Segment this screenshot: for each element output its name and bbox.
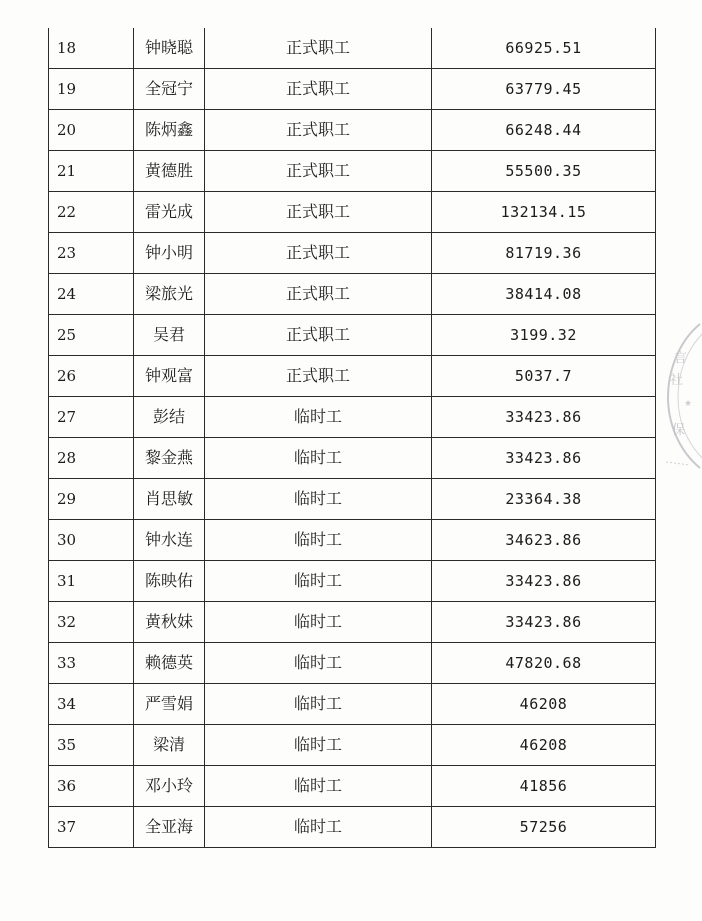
amount-cell: 33423.86 xyxy=(432,602,656,643)
row-number-cell: 35 xyxy=(49,725,134,766)
employee-type-cell: 正式职工 xyxy=(205,69,432,110)
row-number-cell: 34 xyxy=(49,684,134,725)
table-row xyxy=(49,69,656,110)
table-row xyxy=(49,110,656,151)
amount-cell: 33423.86 xyxy=(432,397,656,438)
employee-name-cell: 赖德英 xyxy=(134,643,205,684)
employee-type-cell: 正式职工 xyxy=(205,274,432,315)
table-row xyxy=(49,643,656,684)
amount-cell: 66248.44 xyxy=(432,110,656,151)
table-row xyxy=(49,520,656,561)
employee-type-cell: 临时工 xyxy=(205,479,432,520)
employee-type-cell: 临时工 xyxy=(205,397,432,438)
employee-type-cell: 正式职工 xyxy=(205,315,432,356)
employee-type-cell: 正式职工 xyxy=(205,233,432,274)
amount-cell: 55500.35 xyxy=(432,151,656,192)
amount-cell: 66925.51 xyxy=(432,28,656,69)
row-number-cell: 29 xyxy=(49,479,134,520)
employee-name-cell: 梁旅光 xyxy=(134,274,205,315)
employee-type-cell: 临时工 xyxy=(205,766,432,807)
employee-name-cell: 钟水连 xyxy=(134,520,205,561)
employee-type-cell: 临时工 xyxy=(205,643,432,684)
table-row xyxy=(49,274,656,315)
employee-name-cell: 彭结 xyxy=(134,397,205,438)
employee-name-cell: 全冠宁 xyxy=(134,69,205,110)
employee-type-cell: 临时工 xyxy=(205,438,432,479)
amount-cell: 46208 xyxy=(432,684,656,725)
table-row xyxy=(49,315,656,356)
employee-type-cell: 正式职工 xyxy=(205,110,432,151)
row-number-cell: 18 xyxy=(49,28,134,69)
employee-name-cell: 钟观富 xyxy=(134,356,205,397)
employee-name-cell: 肖思敏 xyxy=(134,479,205,520)
svg-text:★: ★ xyxy=(684,399,693,409)
employee-name-cell: 严雪娟 xyxy=(134,684,205,725)
amount-cell: 34623.86 xyxy=(432,520,656,561)
row-number-cell: 22 xyxy=(49,192,134,233)
employee-name-cell: 陈炳鑫 xyxy=(134,110,205,151)
table-row xyxy=(49,397,656,438)
row-number-cell: 32 xyxy=(49,602,134,643)
row-number-cell: 31 xyxy=(49,561,134,602)
row-number-cell: 27 xyxy=(49,397,134,438)
table-row xyxy=(49,561,656,602)
row-number-cell: 19 xyxy=(49,69,134,110)
svg-text:社: 社 xyxy=(670,373,684,388)
row-number-cell: 30 xyxy=(49,520,134,561)
table-row xyxy=(49,602,656,643)
employee-payment-table xyxy=(48,28,656,848)
table-row xyxy=(49,192,656,233)
employee-name-cell: 黄德胜 xyxy=(134,151,205,192)
table-row xyxy=(49,438,656,479)
amount-cell: 23364.38 xyxy=(432,479,656,520)
amount-cell: 38414.08 xyxy=(432,274,656,315)
row-number-cell: 25 xyxy=(49,315,134,356)
employee-name-cell: 全亚海 xyxy=(134,807,205,848)
row-number-cell: 24 xyxy=(49,274,134,315)
employee-type-cell: 正式职工 xyxy=(205,28,432,69)
amount-cell: 47820.68 xyxy=(432,643,656,684)
employee-name-cell: 陈映佑 xyxy=(134,561,205,602)
svg-text:保: 保 xyxy=(672,423,686,438)
employee-name-cell: 邓小玲 xyxy=(134,766,205,807)
amount-cell: 57256 xyxy=(432,807,656,848)
amount-cell: 46208 xyxy=(432,725,656,766)
row-number-cell: 20 xyxy=(49,110,134,151)
employee-name-cell: 钟晓聪 xyxy=(134,28,205,69)
employee-type-cell: 临时工 xyxy=(205,602,432,643)
employee-name-cell: 黎金燕 xyxy=(134,438,205,479)
employee-name-cell: 吴君 xyxy=(134,315,205,356)
employee-type-cell: 正式职工 xyxy=(205,151,432,192)
row-number-cell: 37 xyxy=(49,807,134,848)
amount-cell: 63779.45 xyxy=(432,69,656,110)
table-row xyxy=(49,28,656,69)
table-row xyxy=(49,479,656,520)
amount-cell: 41856 xyxy=(432,766,656,807)
employee-name-cell: 黄秋妹 xyxy=(134,602,205,643)
amount-cell: 3199.32 xyxy=(432,315,656,356)
employee-type-cell: 临时工 xyxy=(205,684,432,725)
table-row xyxy=(49,151,656,192)
table-row xyxy=(49,766,656,807)
svg-text:言: 言 xyxy=(674,351,688,366)
table-row xyxy=(49,684,656,725)
amount-cell: 33423.86 xyxy=(432,561,656,602)
employee-name-cell: 钟小明 xyxy=(134,233,205,274)
row-number-cell: 28 xyxy=(49,438,134,479)
amount-cell: 33423.86 xyxy=(432,438,656,479)
row-number-cell: 23 xyxy=(49,233,134,274)
employee-type-cell: 正式职工 xyxy=(205,192,432,233)
employee-type-cell: 临时工 xyxy=(205,520,432,561)
table-row xyxy=(49,356,656,397)
table-body xyxy=(49,28,656,848)
table-row xyxy=(49,233,656,274)
table-row xyxy=(49,725,656,766)
employee-type-cell: 临时工 xyxy=(205,807,432,848)
row-number-cell: 33 xyxy=(49,643,134,684)
row-number-cell: 26 xyxy=(49,356,134,397)
employee-name-cell: 梁清 xyxy=(134,725,205,766)
amount-cell: 81719.36 xyxy=(432,233,656,274)
employee-type-cell: 临时工 xyxy=(205,725,432,766)
row-number-cell: 36 xyxy=(49,766,134,807)
employee-name-cell: 雷光成 xyxy=(134,192,205,233)
employee-type-cell: 正式职工 xyxy=(205,356,432,397)
amount-cell: 5037.7 xyxy=(432,356,656,397)
amount-cell: 132134.15 xyxy=(432,192,656,233)
table-row xyxy=(49,807,656,848)
row-number-cell: 21 xyxy=(49,151,134,192)
seal-stamp-fragment xyxy=(660,322,702,472)
employee-type-cell: 临时工 xyxy=(205,561,432,602)
